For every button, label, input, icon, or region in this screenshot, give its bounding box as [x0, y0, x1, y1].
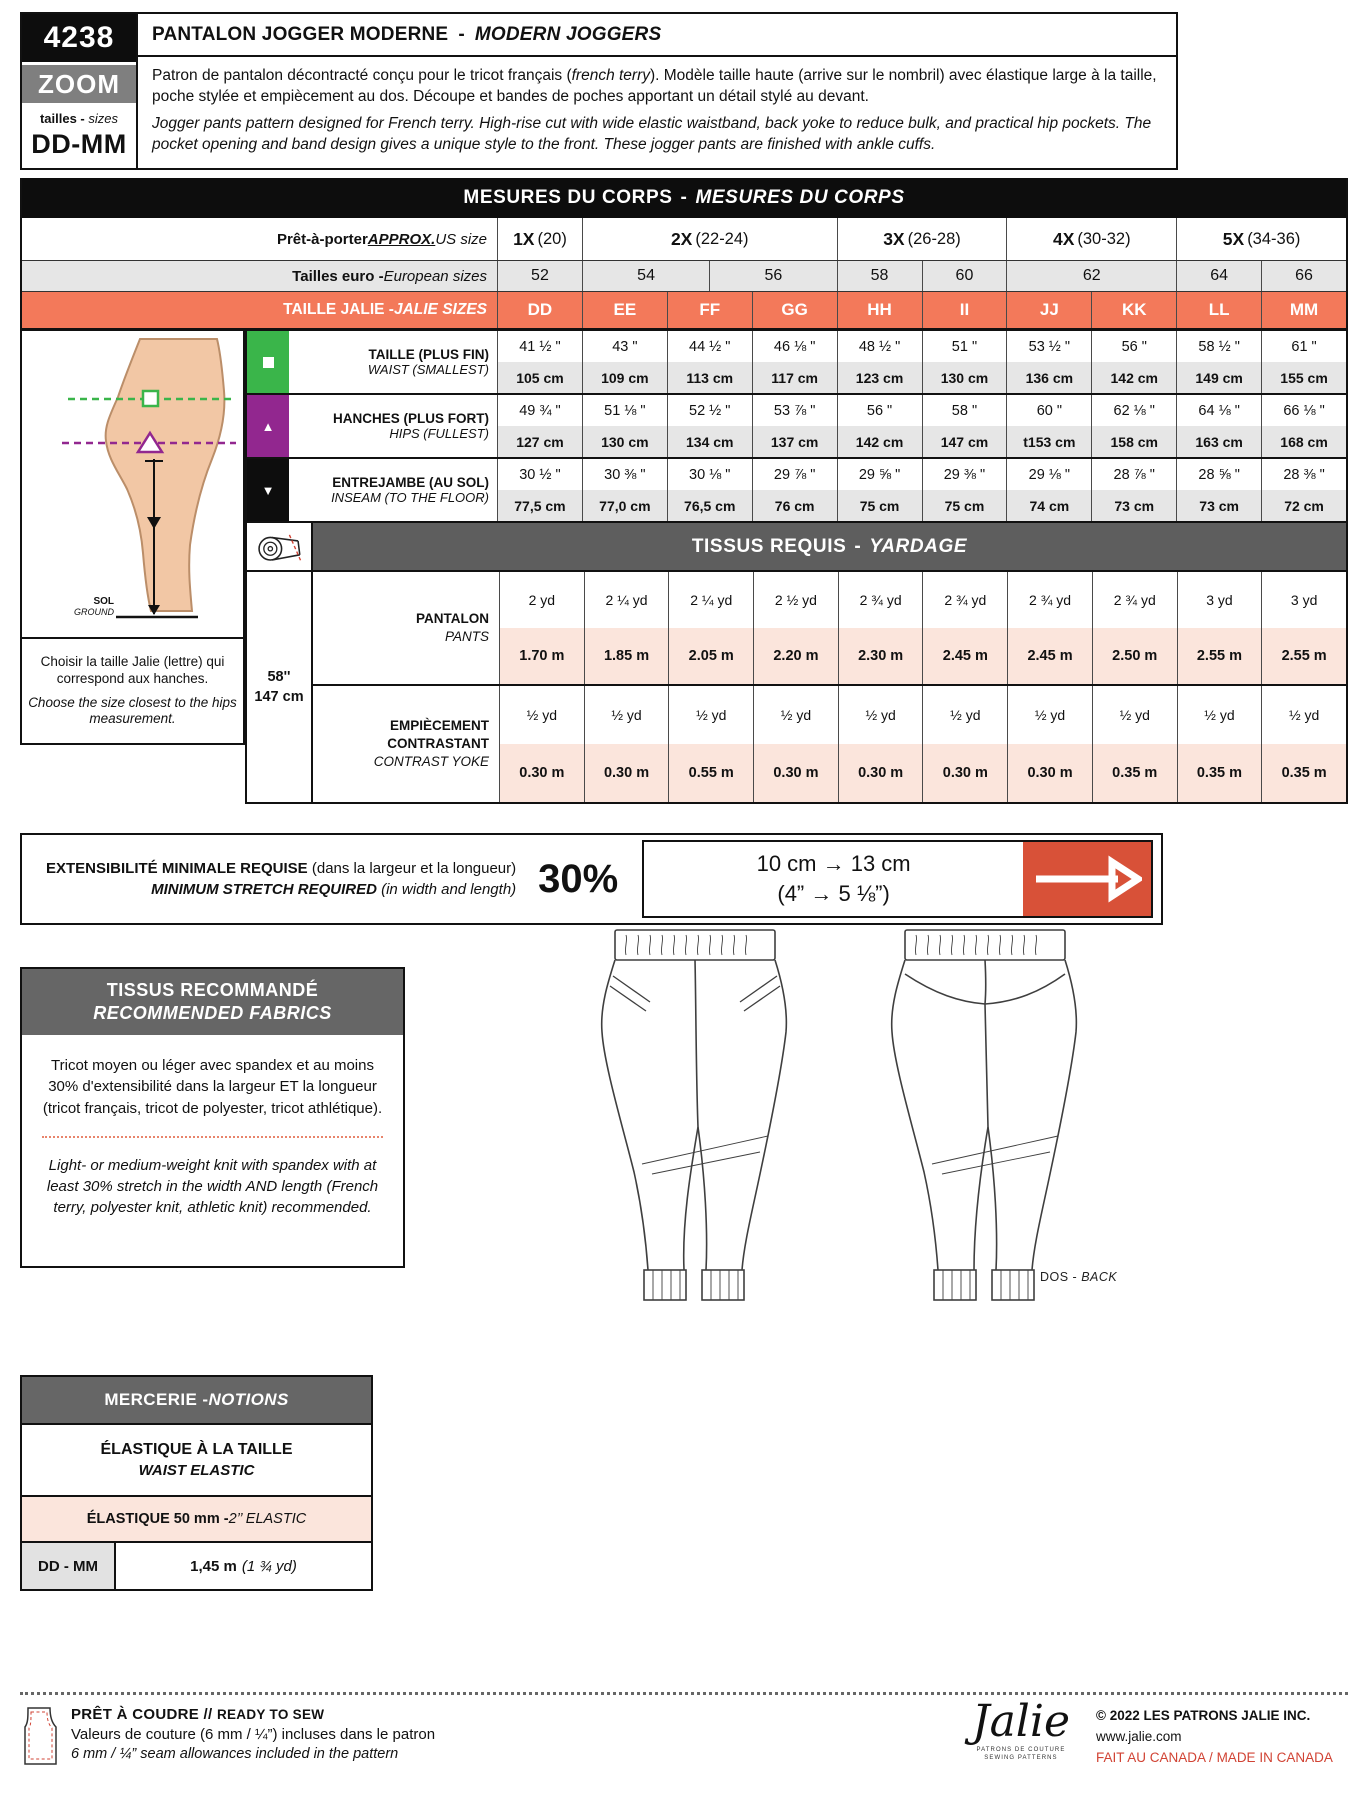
- fabric-roll-glyph: [253, 527, 305, 567]
- us-size-cell: 4X (30-32): [1006, 218, 1176, 260]
- triangle-glyph: ▲: [261, 418, 275, 434]
- hips-cm-cell: 163 cm: [1176, 426, 1261, 457]
- inseam-row-label: [247, 459, 497, 521]
- stretch-arrow-block: [1023, 842, 1151, 916]
- waist-inches-cell: 43 ": [582, 331, 667, 362]
- hips-inches-cell: 58 ": [922, 395, 1007, 426]
- hips-inches-cell: 53 ⅞ ": [752, 395, 837, 426]
- yoke-m-cell: 0.30 m: [753, 744, 838, 802]
- euro-size-cell: 56: [709, 261, 836, 291]
- pattern-badge: [22, 14, 138, 168]
- yardage-title-separator: -: [854, 535, 862, 557]
- pants-m-grid: [499, 628, 1346, 684]
- stretch-label: [46, 858, 516, 900]
- waist-cm-cell: 105 cm: [497, 362, 582, 393]
- euro-size-cell: 62: [1006, 261, 1176, 291]
- inseam-cm-cell: 73 cm: [1091, 490, 1176, 521]
- hips-inches-grid: [497, 395, 1346, 426]
- pants-yd-cell: 2 ¼ yd: [584, 572, 669, 628]
- pants-m-cell: 2.20 m: [753, 628, 838, 684]
- hips-inches-cell: 56 ": [837, 395, 922, 426]
- yardage-title-fr: TISSUS REQUIS: [691, 535, 847, 557]
- fabrics-body: [22, 1035, 403, 1266]
- notions-amount-yd: (1 ¾ yd): [241, 1557, 297, 1575]
- page-title: [138, 14, 1176, 57]
- seam-allowance-fr: Valeurs de couture (6 mm / ¼”) incluses dans le patron: [71, 1726, 436, 1743]
- pants-m-cell: 2.45 m: [1007, 628, 1092, 684]
- pants-yd-cell: 2 ¾ yd: [1092, 572, 1177, 628]
- hips-cm-cell: t153 cm: [1006, 426, 1091, 457]
- body-silhouette: [106, 339, 225, 611]
- size-range-badge: [22, 103, 136, 168]
- pants-m-cell: 2.45 m: [922, 628, 1007, 684]
- euro-size-cell: 58: [837, 261, 922, 291]
- notions-size-range: DD - MM: [22, 1543, 116, 1589]
- stretch-gauge-box: [642, 840, 1153, 918]
- fabrics-header: [22, 969, 403, 1035]
- yardage-row-yoke: [313, 684, 1346, 802]
- header-main: [138, 14, 1176, 168]
- pants-yd-cell: 2 ¾ yd: [922, 572, 1007, 628]
- pants-m-cell: 2.55 m: [1177, 628, 1262, 684]
- notions-spec-en: 2’’ ELASTIC: [228, 1511, 307, 1527]
- pants-m-cell: 2.55 m: [1261, 628, 1346, 684]
- pants-m-cell: 2.30 m: [838, 628, 923, 684]
- pants-m-cell: 1.85 m: [584, 628, 669, 684]
- yoke-m-cell: 0.30 m: [499, 744, 584, 802]
- hips-inches-cell: 66 ⅛ ": [1261, 395, 1346, 426]
- fabric-width-cell: [247, 572, 313, 802]
- inseam-values: [497, 459, 1346, 521]
- pants-yd-grid: [499, 572, 1346, 628]
- waist-cm-cell: 142 cm: [1091, 362, 1176, 393]
- inseam-label-en: INSEAM (TO THE FLOOR): [331, 490, 489, 505]
- title-separator: -: [458, 23, 465, 45]
- inseam-cm-cell: 74 cm: [1006, 490, 1091, 521]
- us-size-cell: 1X (20): [497, 218, 582, 260]
- measure-row-waist: [247, 331, 1346, 395]
- pants-yd-cell: 2 ¾ yd: [838, 572, 923, 628]
- yardage-section-header: [247, 523, 1346, 570]
- yoke-m-cell: 0.35 m: [1261, 744, 1346, 802]
- copyright-line: © 2022 LES PATRONS JALIE INC.: [1096, 1708, 1311, 1723]
- yoke-yd-grid: [499, 686, 1346, 744]
- hips-row-label: [247, 395, 497, 457]
- euro-sizes-grid: [497, 261, 1346, 291]
- size-note-fr: Choisir la taille Jalie (lettre) qui correspond aux hanches.: [40, 653, 225, 686]
- measurements-section-header: [22, 178, 1346, 218]
- view-label: ZOOM: [22, 65, 136, 103]
- yoke-m-cell: 0.35 m: [1092, 744, 1177, 802]
- waist-cm-cell: 155 cm: [1261, 362, 1346, 393]
- inseam-cm-cell: 77,5 cm: [497, 490, 582, 521]
- hips-inches-cell: 64 ⅛ ": [1176, 395, 1261, 426]
- notions-item-fr: ÉLASTIQUE À LA TAILLE: [100, 1441, 293, 1458]
- jalie-sizes-grid: [497, 292, 1346, 328]
- euro-size-cell: 64: [1176, 261, 1261, 291]
- description-fr: Patron de pantalon décontracté conçu pour le tricot français (french terry). Modèle taille haute (arrive sur le nombril) avec élastique large à la taille, poche stylée et empiècement au dos. Découpe et bandes de poches apportant un détail stylé au devant.: [152, 67, 1157, 105]
- size-range: DD-MM: [31, 129, 127, 159]
- waist-cm-grid: [497, 362, 1346, 393]
- pattern-number: 4238: [22, 14, 136, 62]
- inseam-inches-grid: [497, 459, 1346, 490]
- hips-cm-cell: 137 cm: [752, 426, 837, 457]
- jalie-size-cell: JJ: [1006, 292, 1091, 328]
- notions-amount: [116, 1543, 371, 1589]
- hips-inches-cell: 60 ": [1006, 395, 1091, 426]
- notions-header: [22, 1377, 371, 1423]
- fabric-width-cm: 147 cm: [254, 689, 304, 705]
- us-sizes-grid: [497, 218, 1346, 260]
- waist-cm-cell: 117 cm: [752, 362, 837, 393]
- waist-label-text: [289, 331, 497, 393]
- hips-label-en: HIPS (FULLEST): [389, 426, 489, 441]
- seam-allowance-en: 6 mm / ¼” seam allowances included in the pattern: [71, 1746, 399, 1762]
- notions-title-fr: MERCERIE -: [104, 1390, 209, 1409]
- size-note-en: Choose the size closest to the hips measurement.: [28, 694, 237, 727]
- footer-divider: [20, 1692, 1348, 1695]
- stretch-range-cm: 10 cm → 13 cm: [756, 851, 911, 877]
- right-arrow-icon: [1032, 854, 1142, 904]
- measure-row-inseam: [247, 459, 1346, 523]
- jalie-sizes-row: [22, 292, 1346, 328]
- fabrics-title-fr: TISSUS RECOMMANDÉ: [106, 980, 319, 1000]
- inseam-inches-cell: 30 ½ ": [497, 459, 582, 490]
- yoke-label: [313, 686, 499, 802]
- yardage-rows: [247, 570, 1346, 802]
- description: [138, 57, 1176, 168]
- hips-icon: [247, 395, 289, 457]
- hips-label-text: [289, 395, 497, 457]
- fabrics-text-fr: Tricot moyen ou léger avec spandex et au moins 30% d'extensibilité dans la largeur ET la longueur (tricot français, tricot de polyester, tricot athlétique).: [42, 1057, 383, 1117]
- jalie-size-cell: FF: [667, 292, 752, 328]
- waist-label-fr: TAILLE (PLUS FIN): [368, 347, 489, 362]
- hips-cm-grid: [497, 426, 1346, 457]
- jalie-size-cell: GG: [752, 292, 837, 328]
- waist-inches-cell: 53 ½ ": [1006, 331, 1091, 362]
- jalie-size-cell: MM: [1261, 292, 1346, 328]
- stretch-label-fr: EXTENSIBILITÉ MINIMALE REQUISE (dans la largeur et la longueur): [46, 860, 517, 877]
- body-measurements-table: [20, 178, 1348, 330]
- colophon: [1096, 1704, 1348, 1765]
- waist-icon: [247, 331, 289, 393]
- yoke-yd-cell: ½ yd: [668, 686, 753, 744]
- fabric-width-inches: 58'': [267, 669, 291, 685]
- jalie-size-cell: EE: [582, 292, 667, 328]
- yardage-columns: [313, 572, 1346, 802]
- waist-inches-cell: 46 ⅛ ": [752, 331, 837, 362]
- yoke-values: [499, 686, 1346, 802]
- footer: [20, 1696, 1348, 1768]
- euro-sizes-label: Tailles euro - European sizes: [292, 267, 487, 285]
- inseam-cm-cell: 75 cm: [837, 490, 922, 521]
- yoke-m-grid: [499, 744, 1346, 802]
- yoke-yd-cell: ½ yd: [584, 686, 669, 744]
- euro-size-cell: 54: [582, 261, 709, 291]
- sizes-caption: tailles - sizes: [39, 111, 119, 126]
- waist-row-label: [247, 331, 497, 393]
- pants-m-cell: 2.50 m: [1092, 628, 1177, 684]
- jalie-size-cell: KK: [1091, 292, 1176, 328]
- notions-spec-fr: ÉLASTIQUE 50 mm -: [86, 1511, 229, 1527]
- waist-inches-cell: 51 ": [922, 331, 1007, 362]
- notions-box: [20, 1375, 373, 1591]
- jalie-logo-script: Jalie: [971, 1696, 1070, 1747]
- yoke-m-cell: 0.35 m: [1177, 744, 1262, 802]
- fabrics-text-en: Light- or medium-weight knit with spandex with at least 30% stretch in the width AND length (French terry, polyester knit, athletic knit) recommended.: [46, 1156, 379, 1217]
- inseam-cm-cell: 72 cm: [1261, 490, 1346, 521]
- pants-m-cell: 1.70 m: [499, 628, 584, 684]
- notions-spec: [22, 1495, 371, 1541]
- yoke-m-cell: 0.30 m: [922, 744, 1007, 802]
- pants-yd-cell: 3 yd: [1177, 572, 1262, 628]
- inseam-inches-cell: 29 ⅛ ": [1006, 459, 1091, 490]
- jalie-size-cell: II: [922, 292, 1007, 328]
- dotted-divider: [42, 1136, 383, 1138]
- stretch-label-en: MINIMUM STRETCH REQUIRED (in width and length): [151, 881, 517, 898]
- ready-to-sew-line: PRÊT À COUDRE // READY TO SEW: [71, 1706, 325, 1723]
- fabrics-title-en: RECOMMENDED FABRICS: [93, 1003, 332, 1023]
- waist-cm-cell: 109 cm: [582, 362, 667, 393]
- inseam-inches-cell: 28 ⅞ ": [1091, 459, 1176, 490]
- jalie-size-cell: HH: [837, 292, 922, 328]
- us-size-cell: 2X (22-24): [582, 218, 837, 260]
- yoke-m-cell: 0.30 m: [838, 744, 923, 802]
- title-fr: PANTALON JOGGER MODERNE: [152, 23, 449, 45]
- yoke-label-fr2: CONTRASTANT: [387, 735, 489, 751]
- hips-inches-cell: 52 ½ ": [667, 395, 752, 426]
- hips-label-fr: HANCHES (PLUS FORT): [333, 411, 489, 426]
- yoke-m-cell: 0.30 m: [584, 744, 669, 802]
- body-figure-illustration: [22, 331, 243, 637]
- pants-yd-cell: 2 ¼ yd: [668, 572, 753, 628]
- inseam-inches-cell: 30 ⅛ ": [667, 459, 752, 490]
- waist-marker-square: [143, 391, 158, 406]
- notions-item-en: WAIST ELASTIC: [138, 1462, 255, 1479]
- yardage-title: [313, 523, 1346, 570]
- stretch-percent: 30%: [538, 856, 619, 901]
- title-en: MODERN JOGGERS: [474, 23, 662, 45]
- section-title-separator: -: [680, 187, 688, 208]
- publisher-block: [971, 1696, 1348, 1765]
- pattern-piece-icon: [20, 1704, 60, 1768]
- website-url: www.jalie.com: [1096, 1729, 1182, 1744]
- pants-label-fr: PANTALON: [416, 610, 489, 626]
- back-view: [892, 930, 1077, 1300]
- waist-inches-grid: [497, 331, 1346, 362]
- yoke-m-cell: 0.30 m: [1007, 744, 1092, 802]
- euro-size-cell: 66: [1261, 261, 1346, 291]
- yoke-label-fr1: EMPIÈCEMENT: [389, 717, 489, 733]
- hips-inches-cell: 62 ⅛ ": [1091, 395, 1176, 426]
- us-size-cell: 3X (26-28): [837, 218, 1007, 260]
- jalie-size-cell: LL: [1176, 292, 1261, 328]
- inseam-cm-cell: 73 cm: [1176, 490, 1261, 521]
- waist-cm-cell: 123 cm: [837, 362, 922, 393]
- size-selection-note: [20, 637, 245, 745]
- description-en: Jogger pants pattern designed for French terry. High-rise cut with wide elastic waistband, back yoke to reduce bulk, and practical hip pockets. The pocket opening and band design gives a unique style to the front. These jogger pants are finished with ankle cuffs.: [152, 115, 1152, 153]
- waist-inches-cell: 44 ½ ": [667, 331, 752, 362]
- inseam-cm-cell: 77,0 cm: [582, 490, 667, 521]
- waist-inches-cell: 56 ": [1091, 331, 1176, 362]
- waist-cm-cell: 130 cm: [922, 362, 1007, 393]
- pants-label-en: PANTS: [444, 629, 489, 644]
- hips-cm-cell: 142 cm: [837, 426, 922, 457]
- yardage-title-en: YARDAGE: [869, 535, 968, 557]
- inseam-cm-cell: 76,5 cm: [667, 490, 752, 521]
- euro-size-cell: 60: [922, 261, 1007, 291]
- ground-label-en: GROUND: [74, 607, 114, 617]
- waist-values: [497, 331, 1346, 393]
- square-glyph: [263, 357, 274, 368]
- yoke-yd-cell: ½ yd: [753, 686, 838, 744]
- notions-amount-m: 1,45 m: [190, 1557, 237, 1575]
- stretch-range: [644, 842, 1023, 916]
- us-sizes-label: Prêt-à-porter APPROX. US size: [276, 230, 487, 248]
- hips-cm-cell: 127 cm: [497, 426, 582, 457]
- measure-row-hips: [247, 395, 1346, 459]
- jalie-size-cell: DD: [497, 292, 582, 328]
- inseam-inches-cell: 28 ⅜ ": [1261, 459, 1346, 490]
- inseam-cm-cell: 75 cm: [922, 490, 1007, 521]
- inseam-inches-cell: 28 ⅝ ": [1176, 459, 1261, 490]
- jalie-logo: [971, 1696, 1070, 1763]
- body-figure-box: [20, 329, 245, 639]
- euro-size-cell: 52: [497, 261, 582, 291]
- yoke-yd-cell: ½ yd: [838, 686, 923, 744]
- waist-cm-cell: 113 cm: [667, 362, 752, 393]
- waist-inches-cell: 61 ": [1261, 331, 1346, 362]
- inseam-inches-cell: 29 ⅝ ": [837, 459, 922, 490]
- inseam-cm-grid: [497, 490, 1346, 521]
- inseam-cm-cell: 76 cm: [752, 490, 837, 521]
- made-in-canada-line: FAIT AU CANADA / MADE IN CANADA: [1096, 1750, 1333, 1765]
- yoke-yd-cell: ½ yd: [1092, 686, 1177, 744]
- yoke-yd-cell: ½ yd: [1007, 686, 1092, 744]
- yoke-yd-cell: ½ yd: [1261, 686, 1346, 744]
- yardage-row-pants: [313, 572, 1346, 684]
- yoke-m-cell: 0.55 m: [668, 744, 753, 802]
- hips-values: [497, 395, 1346, 457]
- yoke-yd-cell: ½ yd: [922, 686, 1007, 744]
- waist-inches-cell: 41 ½ ": [497, 331, 582, 362]
- ready-to-sew-block: [20, 1704, 435, 1768]
- recommended-fabrics-box: [20, 967, 405, 1268]
- pants-yd-cell: 2 ¾ yd: [1007, 572, 1092, 628]
- hips-cm-cell: 130 cm: [582, 426, 667, 457]
- us-sizes-row: [22, 218, 1346, 260]
- inseam-icon: [247, 459, 289, 521]
- inseam-inches-cell: 29 ⅜ ": [922, 459, 1007, 490]
- stretch-range-inches: (4” → 5 ⅛”): [777, 881, 890, 906]
- inseam-label-fr: ENTREJAMBE (AU SOL): [332, 475, 489, 490]
- inseam-label-text: [289, 459, 497, 521]
- hips-inches-cell: 49 ¾ ": [497, 395, 582, 426]
- fabric-roll-icon: [247, 523, 313, 570]
- yoke-label-en: CONTRAST YOKE: [373, 754, 489, 770]
- hips-cm-cell: 168 cm: [1261, 426, 1346, 457]
- ground-label-fr: SOL: [93, 596, 114, 607]
- notions-quantity-row: [22, 1541, 371, 1589]
- pants-yd-cell: 2 yd: [499, 572, 584, 628]
- inseam-inches-cell: 30 ⅜ ": [582, 459, 667, 490]
- waist-cm-cell: 149 cm: [1176, 362, 1261, 393]
- hips-cm-cell: 134 cm: [667, 426, 752, 457]
- front-view: [602, 930, 787, 1300]
- euro-sizes-row: [22, 260, 1346, 292]
- waist-inches-cell: 48 ½ ": [837, 331, 922, 362]
- notions-item: [22, 1423, 371, 1495]
- yoke-yd-cell: ½ yd: [1177, 686, 1262, 744]
- pants-label: [313, 572, 499, 684]
- yoke-yd-cell: ½ yd: [499, 686, 584, 744]
- notions-title-en: NOTIONS: [208, 1390, 289, 1409]
- measurements-body: [245, 329, 1348, 804]
- section-title-fr: MESURES DU CORPS: [463, 187, 673, 208]
- us-size-cell: 5X (34-36): [1176, 218, 1346, 260]
- pants-m-cell: 2.05 m: [668, 628, 753, 684]
- waist-label-en: WAIST (SMALLEST): [367, 362, 489, 377]
- pants-yd-cell: 3 yd: [1261, 572, 1346, 628]
- down-triangle-glyph: ▼: [261, 482, 275, 498]
- header: [20, 12, 1178, 170]
- pants-yd-cell: 2 ½ yd: [753, 572, 838, 628]
- jalie-sizes-label: TAILLE JALIE - JALIE SIZES: [283, 301, 487, 318]
- hips-cm-cell: 147 cm: [922, 426, 1007, 457]
- back-view-label: DOS - BACK: [1040, 1270, 1118, 1284]
- pants-values: [499, 572, 1346, 684]
- footer-text-lines: [71, 1704, 435, 1768]
- waist-inches-cell: 58 ½ ": [1176, 331, 1261, 362]
- hips-cm-cell: 158 cm: [1091, 426, 1176, 457]
- section-title-en: MESURES DU CORPS: [695, 187, 905, 208]
- inseam-inches-cell: 29 ⅞ ": [752, 459, 837, 490]
- jalie-logo-tagline: PATRONS DE COUTURE SEWING PATTERNS: [976, 1747, 1066, 1762]
- hips-inches-cell: 51 ⅛ ": [582, 395, 667, 426]
- waist-cm-cell: 136 cm: [1006, 362, 1091, 393]
